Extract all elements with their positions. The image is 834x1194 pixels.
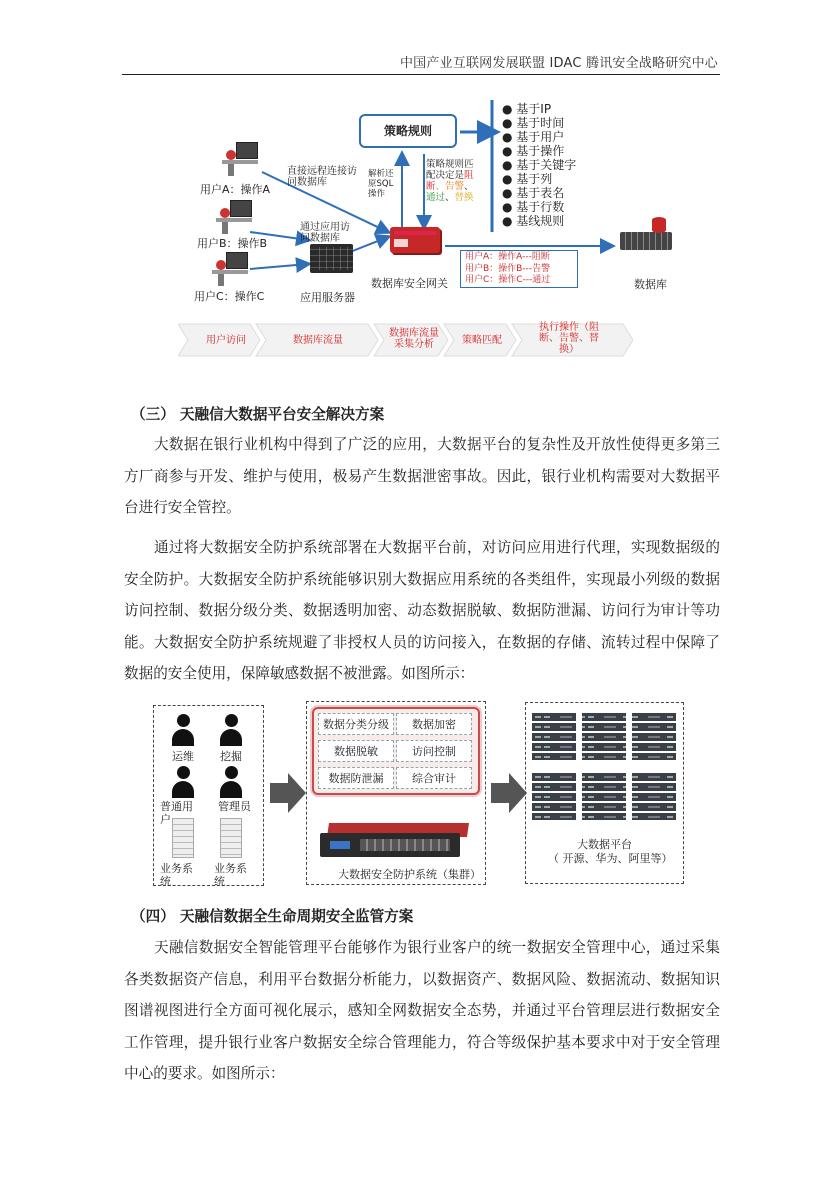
function-dlp: 数据防泄漏 bbox=[318, 767, 394, 789]
function-masking: 数据脱敏 bbox=[318, 740, 394, 762]
strategy-item: ● 基于时间 bbox=[502, 116, 565, 130]
app-access-label: 通过应用访 问数据库 bbox=[300, 222, 350, 244]
database-label: 数据库 bbox=[634, 278, 667, 291]
business-system-1-label: 业务系统 bbox=[160, 862, 193, 888]
role-mining: 挖掘 bbox=[220, 750, 242, 763]
strategy-rules-box bbox=[359, 114, 457, 148]
process-steps bbox=[178, 320, 633, 360]
section-3-heading: （三） 天融信大数据平台安全解决方案 bbox=[131, 406, 385, 423]
business-system-2-icon bbox=[220, 818, 242, 858]
strategy-item: ● 基于表名 bbox=[502, 186, 565, 200]
strategy-item: ● 基于列 bbox=[502, 172, 553, 186]
user-b-label: 用户B：操作B bbox=[197, 237, 268, 250]
user-person-icon bbox=[171, 766, 195, 800]
strategy-item: ● 基于用户 bbox=[502, 130, 565, 144]
result-row: 用户C：操作C---通过 bbox=[465, 275, 551, 285]
match-decision-label: 策略规则匹 配决定是阻 断、告警、 通过、替换 bbox=[426, 159, 474, 203]
parse-sql-label: 解析还 原SQL 操作 bbox=[368, 169, 394, 199]
header-rule bbox=[122, 74, 720, 75]
direct-access-label: 直接远程连接访 问数据库 bbox=[287, 166, 357, 188]
function-encryption: 数据加密 bbox=[396, 713, 472, 735]
arrow-right-icon bbox=[270, 773, 306, 813]
section-4-paragraph-1: 天融信数据安全智能管理平台能够作为银行业客户的统一数据安全管理中心，通过采集各类数据资产信息，利用平台数据分析能力，以数据资产、数据风险、数据流动、数据知识图谱视图进行全方面可视化展示，感知全网数据安全态势，并通过平台管理层进行数据安全工作管理，提升银行业客户数据安全综合管理能力，符合等级保护基本要求中对于安全管理中心的要求。如图所示： bbox=[124, 939, 720, 1082]
role-admin: 管理员 bbox=[218, 800, 251, 813]
step-1: 用户访问 bbox=[206, 335, 246, 346]
db-gateway-label: 数据库安全网关 bbox=[371, 277, 448, 290]
mining-person-icon bbox=[219, 714, 243, 748]
platform-sublabel: （ 开源、华为、阿里等） bbox=[548, 852, 673, 865]
section-3-paragraph-1: 大数据在银行业机构中得到了广泛的应用，大数据平台的复杂性及开放性使得更多第三方厂商参与开发、维护与使用，极易产生数据泄密事故。因此，银行业机构需要对大数据平台进行安全管控。 bbox=[124, 436, 720, 516]
strategy-item: ● 基于行数 bbox=[502, 200, 565, 214]
step-4: 策略匹配 bbox=[462, 335, 502, 346]
admin-person-icon bbox=[219, 766, 243, 800]
role-user: 普通用户 bbox=[160, 800, 193, 826]
user-a-label: 用户A：操作A bbox=[200, 183, 271, 196]
strategy-item: ● 基于操作 bbox=[502, 144, 565, 158]
server-rack-icons bbox=[532, 713, 678, 821]
app-server-icon bbox=[310, 244, 353, 273]
result-row: 用户B：操作B---告警 bbox=[465, 263, 551, 274]
strategy-item: ● 基于关键字 bbox=[502, 158, 577, 172]
user-c-workstation-icon bbox=[212, 252, 248, 286]
app-server-label: 应用服务器 bbox=[300, 291, 355, 304]
platform-label: 大数据平台 bbox=[577, 838, 632, 851]
section-4-heading: （四） 天融信数据全生命周期安全监管方案 bbox=[131, 908, 414, 925]
user-b-workstation-icon bbox=[216, 200, 252, 234]
server-grid bbox=[532, 713, 678, 821]
arrow-right-icon bbox=[491, 773, 527, 813]
cluster-appliance-icon bbox=[320, 823, 470, 861]
business-system-2-label: 业务系统 bbox=[214, 862, 247, 888]
ops-person-icon bbox=[171, 714, 195, 748]
page-header: 中国产业互联网发展联盟 IDAC 腾讯安全战略研究中心 bbox=[399, 56, 718, 71]
strategy-list bbox=[502, 102, 576, 228]
strategy-item: ● 基线规则 bbox=[502, 214, 565, 228]
function-audit: 综合审计 bbox=[396, 767, 472, 789]
database-cylinder-icon bbox=[652, 217, 666, 233]
function-classification: 数据分类分级 bbox=[318, 713, 394, 735]
results-box bbox=[460, 250, 578, 288]
section-3-paragraph-2: 通过将大数据安全防护系统部署在大数据平台前，对访问应用进行代理，实现数据级的安全防护。大数据安全防护系统能够识别大数据应用系统的各类组件，实现最小列级的数据访问控制、数据分级分类、数据透明加密、动态数据脱敏、数据防泄漏、访问行为审计等功能。大数据安全防护系统规避了非授权人员的访问接入，在数据的存储、流转过程中保障了数据的安全使用，保障敏感数据不被泄露。如图所示： bbox=[124, 539, 720, 682]
step-2: 数据库流量 bbox=[293, 335, 343, 346]
result-row: 用户A：操作A---阻断 bbox=[465, 252, 550, 262]
function-access-control: 访问控制 bbox=[396, 740, 472, 762]
database-icon bbox=[620, 232, 672, 250]
step-3: 数据库流量 采集分析 bbox=[389, 328, 439, 350]
role-ops: 运维 bbox=[172, 750, 194, 763]
user-a-workstation-icon bbox=[222, 142, 258, 176]
business-system-1-icon bbox=[172, 818, 194, 858]
users-group-box bbox=[153, 705, 264, 886]
strategy-rules-label: 策略规则 bbox=[383, 124, 432, 138]
user-c-label: 用户C：操作C bbox=[194, 290, 265, 303]
cluster-label: 大数据安全防护系统（集群） bbox=[338, 868, 481, 881]
strategy-item: ● 基于IP bbox=[502, 102, 552, 116]
db-gateway-icon bbox=[390, 227, 440, 253]
step-5: 执行操作（阻 断、告警、替 换） bbox=[539, 322, 599, 355]
